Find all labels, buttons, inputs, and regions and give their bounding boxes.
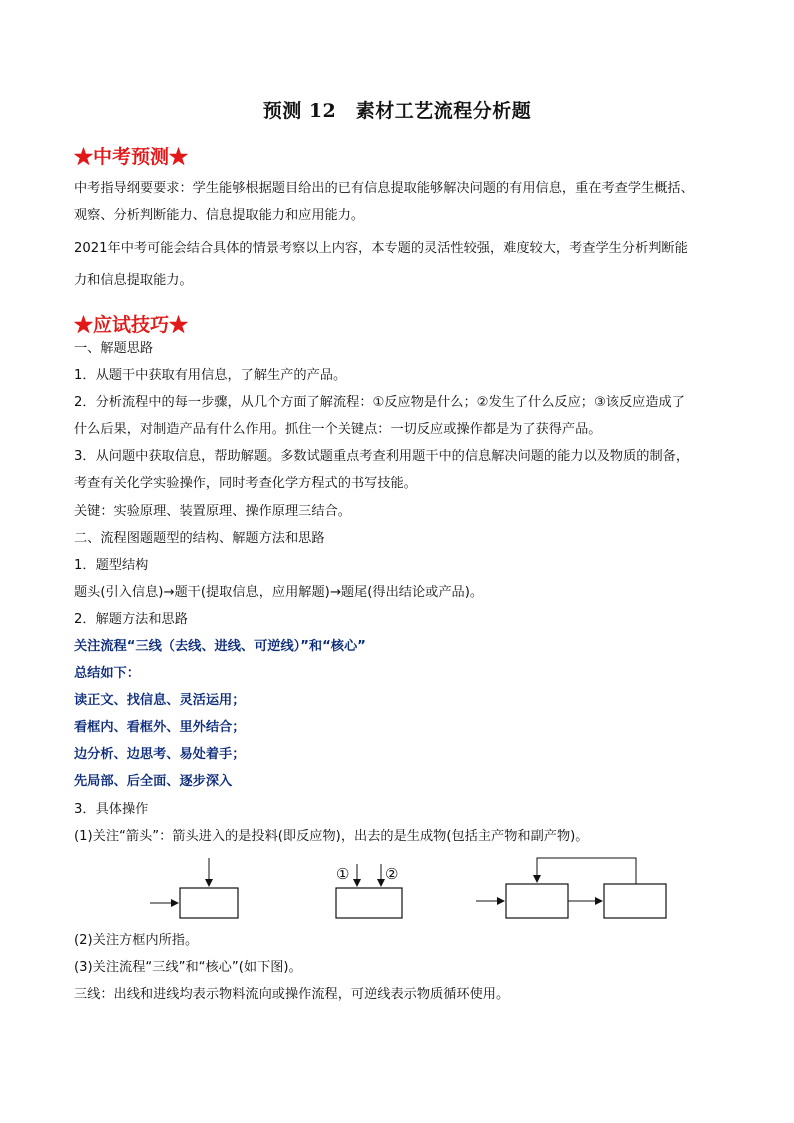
paragraph-2021-line1: 2021年中考可能会结合具体的情景考察以上内容，本专题的灵活性较强，难度较大，考查学生分析判断能 bbox=[74, 241, 688, 256]
operation-line-4: 三线：出线和进线均表示物料流向或操作流程，可逆线表示物质循环使用。 bbox=[74, 987, 510, 1002]
flow-box-2 bbox=[604, 884, 666, 918]
flow-box bbox=[180, 888, 238, 918]
text-line: 2．解题方法和思路 bbox=[74, 612, 188, 627]
text-line: 关键：实验原理、装置原理、操作原理三结合。 bbox=[74, 504, 351, 519]
flow-diagrams bbox=[0, 840, 794, 930]
text-line: 3．从问题中获取信息，帮助解题。多数试题重点考查利用题干中的信息解决问题的能力以及物质的制备， bbox=[74, 449, 690, 464]
text-line: 题头(引入信息)→题干(提取信息，应用解题)→题尾(得出结论或产品)。 bbox=[74, 585, 484, 600]
section-heading-tips: ★应试技巧★ bbox=[74, 314, 189, 336]
operation-line-1: (1)关注“箭头”：箭头进入的是投料(即反应物)，出去的是生成物(包括主产物和副产物)。 bbox=[74, 829, 589, 844]
label-2: ② bbox=[385, 865, 399, 883]
bold-line: 关注流程“三线（去线、进线、可逆线）”和“核心” bbox=[74, 639, 366, 654]
section-heading-forecast: ★中考预测★ bbox=[74, 146, 189, 168]
text-line: 1．题型结构 bbox=[74, 558, 149, 573]
operation-line-2: (2)关注方框内所指。 bbox=[74, 933, 199, 948]
diagram-single-input bbox=[150, 858, 238, 918]
paragraph-guidance-line2: 观察、分析判断能力、信息提取能力和应用能力。 bbox=[74, 208, 365, 223]
bold-line: 总结如下： bbox=[74, 666, 140, 681]
bold-line: 边分析、边思考、易处着手； bbox=[74, 747, 246, 762]
paragraph-guidance-line1: 中考指导纲要要求：学生能够根据题目给出的已有信息提取能够解决问题的有用信息，重在考查学生概括、 bbox=[74, 181, 694, 196]
bold-line: 先局部、后全面、逐步深入 bbox=[74, 774, 233, 789]
bold-line: 看框内、看框外、里外结合； bbox=[74, 720, 246, 735]
label-1: ① bbox=[336, 865, 350, 883]
flow-box-1 bbox=[506, 884, 568, 918]
text-line: 2．分析流程中的每一步骤，从几个方面了解流程：①反应物是什么；②发生了什么反应；③该反应造成了 bbox=[74, 395, 685, 410]
diagram-reversible-loop bbox=[476, 858, 666, 918]
text-line: 一、解题思路 bbox=[74, 341, 154, 356]
operation-heading: 3．具体操作 bbox=[74, 802, 149, 817]
page-title: 预测 12 素材工艺流程分析题 bbox=[262, 100, 532, 122]
text-line: 考查有关化学实验操作，同时考查化学方程式的书写技能。 bbox=[74, 476, 417, 491]
text-line: 二、流程图题题型的结构、解题方法和思路 bbox=[74, 531, 325, 546]
bold-line: 读正文、找信息、灵活运用； bbox=[74, 693, 246, 708]
operation-line-3: (3)关注流程“三线”和“核心”(如下图)。 bbox=[74, 960, 302, 975]
text-line: 1．从题干中获取有用信息，了解生产的产品。 bbox=[74, 368, 347, 383]
flow-box bbox=[336, 888, 402, 918]
paragraph-2021-line2: 力和信息提取能力。 bbox=[74, 273, 193, 288]
arrow-recycle bbox=[537, 858, 636, 884]
text-line: 什么后果，对制造产品有什么作用。抓住一个关键点：一切反应或操作都是为了获得产品。 bbox=[74, 422, 602, 437]
diagram-two-inputs bbox=[336, 864, 402, 918]
